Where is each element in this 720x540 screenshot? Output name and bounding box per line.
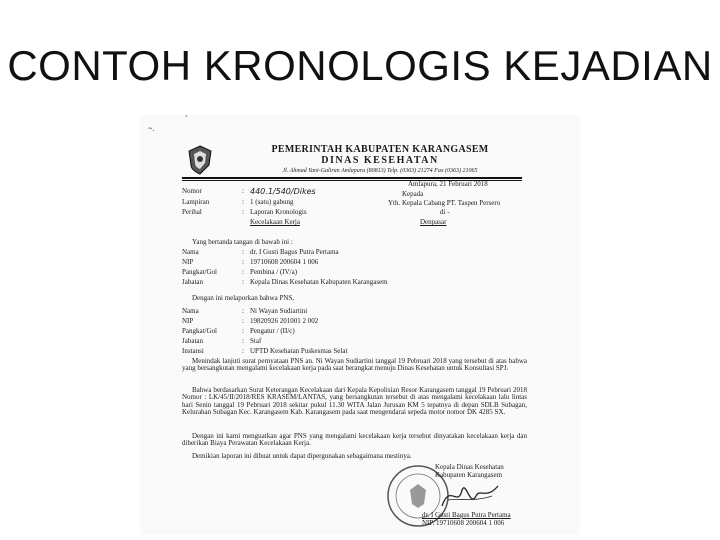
signature-block [380,460,530,530]
scanned-letter: ~. ˜ PEMERINTAH KABUPATEN KARANGASEM DINAS KESEHATAN Jl. Ahmad Yani-Galiran Amlapura (80813) Telp. (0363) 21274 Fax (0363) 21065 Amlapura, 21 Februari 2018 Nomor : 440.1/540/Dikes Kepada Lampiran : 1 (satu) gabung Yth. Kepala Cabang PT. Taspen Persero Perihal : Laporan Kronologis di - Kecelakaan Kerja Denpasar Yang bertanda tangan di bawah ini : Nama : dr. I Gusti Bagus Putra Pertama NIP : 19710608 200604 1 006 Pangkat/Gol : Pembina / (IV/a) Jabatan : Kepala Dinas Kesehatan Kabupaten Karangasem Dengan ini melaporkan bahwa PNS, Nama : Ni Wayan Sudiartini NIP : 19820926 201001 2 002 Pangkat/Gol : Pengatur / (II/c) Jabatan : Staf Instansi : UPTD Kesehatan Puskesmas Selat Menindak lanjuti surat pernyataan PNS an. Ni Wayan Sudiartini tanggal 19 Pebruari 2018 yang tersebut di atas bahwa yang bersangkutan mengalami kecelakaan kerja pada saat berangkat menuju Dinas Kesehatan untuk Konsultasi SPJ. Bahwa berdasarkan Surat Keterangan Kecelakaan dari Kepala Kepolisian Resor Karangasem tanggal 19 Pebruari 2018 Nomor : LK/45/II/2018/RES KRASEM/LANTAS, yang bersangkutan tersebut di atas mengalami kecelakaan lalu lintas hari Senin tanggal 19 Pebruari 2018 sekitar pukul 11.30 WITA Jalan Jurusan KM 5 tepatnya di depan SDLB Subagan, Kelurahan Subagan Kec. Karangasem Kab. Karangasem pada saat mengendarai sepeda motor nomor DK 4285 SX. Dengan ini kami menguatkan agar PNS yang mengalami kecelakaan kerja tersebut dinyatakan kecelakaan kerja dan diberikan Biaya Perawatan Kecelakaan Kerja. Demikian laporan ini dibuat untuk dapat dipergunakan sebagaimana mestinya. Kepala Dinas Kesehatan Kabupaten Karangasem dr. I Gusti Bagus Putra Pertama NIP. 19710608 200604 1 006 [140,115,580,535]
meta-label: Perihal [182,208,202,216]
meta-value: 440.1/540/Dikes [250,187,316,196]
signer-intro: Yang bertanda tangan di bawah ini : [192,238,293,246]
meta-label: Lampiran [182,198,210,206]
meta-value: Laporan Kronologis [250,208,307,216]
meta-value: 1 (satu) gabung [250,198,294,206]
letter-paragraph-1: Menindak lanjuti surat pernyataan PNS an. Ni Wayan Sudiartini tanggal 19 Pebruari 2018 yang tersebut di atas bahwa yang bersangkutan mengalami kecelakaan kerja pada saat berangkat menuju Dinas Kesehatan untuk Konsultasi SPJ. [182,357,527,373]
handwritten-signature-icon [440,478,500,513]
meta-label: Nomor [182,187,202,195]
letter-paragraph-2: Bahwa berdasarkan Surat Keterangan Kecelakaan dari Kepala Kepolisian Resor Karangasem tanggal 19 Pebruari 2018 Nomor : LK/45/II/2018/RES KRASEM/LANTAS, yang bersangkutan tersebut di atas mengalami kecelakaan lalu lintas hari Senin tanggal 19 Pebruari 2018 sekitar pukul 11.30 WITA Jalan Jurusan KM 5 tepatnya di depan SDLB Subagan, Kelurahan Subagan Kec. Karangasem Kab. Karangasem pada saat mengendarai sepeda motor nomor DK 4285 SX. [182,386,527,417]
addressee-city: Denpasar [420,218,447,226]
letter-closing: Demikian laporan ini dibuat untuk dapat dipergunakan sebagaimana mestinya. [192,452,412,460]
addressee-to: Kepada [402,190,424,198]
signature-name: dr. I Gusti Bagus Putra Pertama [422,511,511,519]
signature-title-1: Kepala Dinas Kesehatan [435,463,504,471]
letterhead-agency: DINAS KESEHATAN [321,155,439,166]
letterhead-address: Jl. Ahmad Yani-Galiran Amlapura (80813) Telp. (0363) 21274 Fax (0363) 21065 [282,168,478,174]
addressee-name: Yth. Kepala Cabang PT. Taspen Persero [388,199,501,207]
regency-crest-icon [187,145,213,175]
letterhead-government: PEMERINTAH KABUPATEN KARANGASEM [271,144,489,155]
place-date: Amlapura, 21 Februari 2018 [408,180,488,188]
signature-title-2: Kabupaten Karangasem [435,471,503,479]
slide-title: CONTOH KRONOLOGIS KEJADIAN [7,42,713,89]
meta-value-cont: Kecelakaan Kerja [250,218,300,226]
scan-noise-mark: ~. [148,124,155,133]
addressee-di: di - [440,208,450,216]
employee-intro: Dengan ini melaporkan bahwa PNS, [192,294,295,302]
letterhead-rule [182,177,522,179]
scan-noise-mark: ˜ [185,115,188,123]
signature-nip: NIP. 19710608 200604 1 006 [422,519,505,527]
letter-paragraph-3: Dengan ini kami menguatkan agar PNS yang mengalami kecelakaan kerja tersebut dinyatakan kecelakaan kerja dan diberikan Biaya Perawatan Kecelakaan Kerja. [182,432,527,448]
